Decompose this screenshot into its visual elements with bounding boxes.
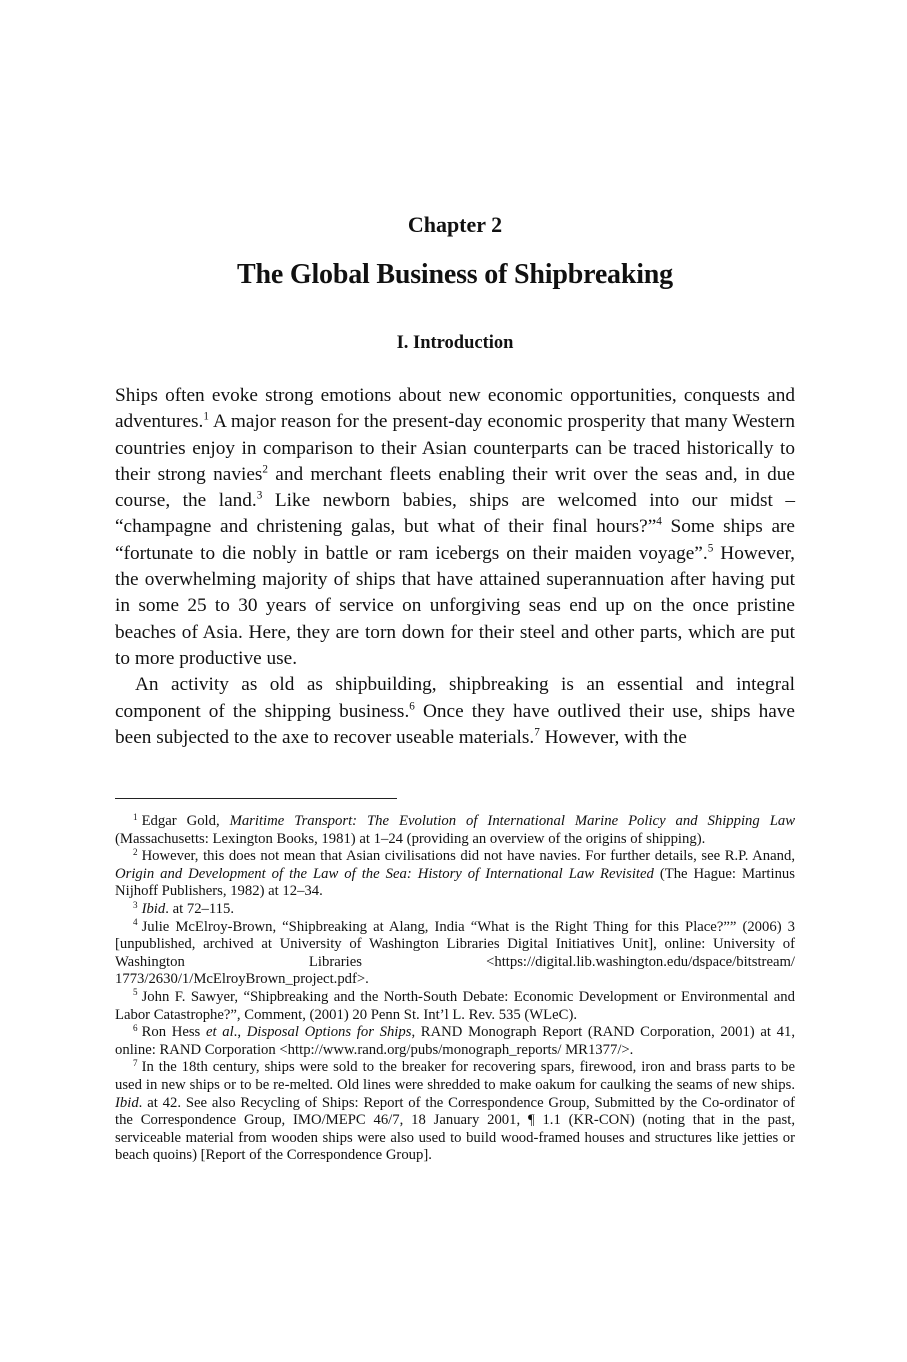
footnote-number: 6: [133, 1022, 138, 1033]
footnote-ref-3[interactable]: 3: [256, 489, 263, 502]
footnote-number: 5: [133, 987, 138, 998]
paragraph-2: An activity as old as shipbuilding, shipbreaking is an essential and integral component of the shipping business.$^6$ Once they have outlived their use, ships have been subjected to the axe to recover useable materials.$^7$ However, with the: [115, 674, 795, 748]
chapter-label: Chapter 2: [407, 212, 503, 237]
footnote-text: . at 72–115.: [165, 900, 235, 917]
footnote-ref-1[interactable]: 1: [203, 411, 209, 424]
footnote-text: .,: [233, 1024, 247, 1041]
footnote-number: 2: [133, 846, 138, 857]
footnote-number: 7: [133, 1057, 138, 1068]
footnote-text: . at 42. See also Recycling of Ships: Report of the Correspondence Group, Submitted by the Co-ordinator of the Correspondence Group, IMO/MEPC 46/7, 18 January 2001, ¶ 1.1 (KR-CON) (noting that in the past, serviceable material from wooden ships were also used to build wood-framed houses and structures like jetties or beach quoins) [Report of the Correspondence Group].: [115, 1094, 795, 1164]
footnote-number: 3: [133, 899, 138, 910]
body-text: [115, 383, 795, 751]
footnote-ref-7[interactable]: 7: [534, 726, 540, 739]
footnote-italic-text: et al: [205, 1024, 234, 1041]
footnote-ref-5[interactable]: 5: [707, 542, 714, 555]
section-heading: I. Introduction: [396, 333, 514, 353]
footnote: [115, 989, 795, 1024]
footnote: [115, 919, 795, 989]
footnote-number: 4: [133, 917, 138, 928]
footnote: [115, 1024, 795, 1059]
footnote-ref-2[interactable]: 2: [262, 463, 268, 476]
paragraph-1: Ships often evoke strong emotions about new economic opportunities, conquests and adventures.$^1$ A major reason for the present-day economic prosperity that many Western countries enjoy in comparison to their Asian counterparts can be traced historically to their strong navies$^2$ and merchant fleets enabling their writ over the seas and, in due course, the land.$^3$ Like newborn babies, ships are welcomed into our midst – “champagne and christening galas, but what of their final hours?”$^4$ Some ships are “fortunate to die nobly in battle or ram icebergs on their maiden voyage”.$^5$ However, the overwhelming majority of ships that have attained superannuation after having put in some 25 to 30 years of service on unforgiving seas end up on the once pristine beaches of Asia. Here, they are torn down for their steel and other parts, which are put to more productive use.: [115, 385, 795, 669]
footnote-text: (Massachusetts: Lexington Books, 1981) at 1–24 (providing an overview of the origins of shipping).: [115, 830, 706, 847]
footnote: [115, 813, 795, 848]
footnote-separator: [115, 798, 397, 799]
footnote-text: (The Hague: Martinus Nijhoff Publishers, 1982) at 12–34.: [115, 865, 795, 900]
footnote: [115, 1059, 795, 1165]
footnote-italic-text: Origin and Development of the Law of the Sea: History of International Law Revisited: [115, 865, 654, 882]
footnote-text: In the 18th century, ships were sold to the breaker for recovering spars, firewood, iron and brass parts to be used in new ships or to be re-melted. Old lines were shredded to make oakum for caulking the seams of new ships.: [115, 1059, 795, 1093]
footnote-text: Julie McElroy-Brown, “Shipbreaking at Alang, India “What is the Right Thing for this Place?”” (2006) 3 [unpublished, archived at University of Washington Libraries Digital Initiatives Unit], online: University of Washington Libraries <https://digital.lib.washington.edu/dspace/bitstream/ 1773/2630/1/McElroyBrown_project.pdf>.: [115, 918, 795, 988]
footnote-text: , RAND Monograph Report (RAND Corporation, 2001) at 41, online: RAND Corporation <http://www.rand.org/pubs/monograph_reports/ MR1377/>.: [115, 1024, 796, 1058]
footnote-italic-text: Ibid: [141, 900, 166, 917]
footnote-ref-6[interactable]: 6: [409, 700, 415, 713]
chapter-title: The Global Business of Shipbreaking: [237, 259, 673, 290]
footnote-italic-text: Maritime Transport: The Evolution of International Marine Policy and Shipping Law: [229, 813, 796, 829]
footnote: [115, 901, 795, 919]
footnote-text: However, this does not mean that Asian civilisations did not have navies. For further details, see R.P. Anand,: [141, 848, 795, 865]
footnote-text: Ron Hess: [141, 1024, 206, 1041]
footnote-text: John F. Sawyer, “Shipbreaking and the North-South Debate: Economic Development or Environmental and Labor Catastrophe?”, Comment, (2001) 20 Penn St. Int’l L. Rev. 535 (WLeC).: [115, 988, 795, 1023]
footnotes: [115, 813, 795, 1165]
footnote-text: Edgar Gold,: [141, 813, 230, 829]
footnote-italic-text: Ibid: [115, 1094, 139, 1111]
footnote-ref-4[interactable]: 4: [656, 516, 662, 529]
footnote-number: 1: [133, 811, 138, 822]
footnote-italic-text: Disposal Options for Ships: [246, 1024, 412, 1041]
footnote: [115, 848, 795, 901]
